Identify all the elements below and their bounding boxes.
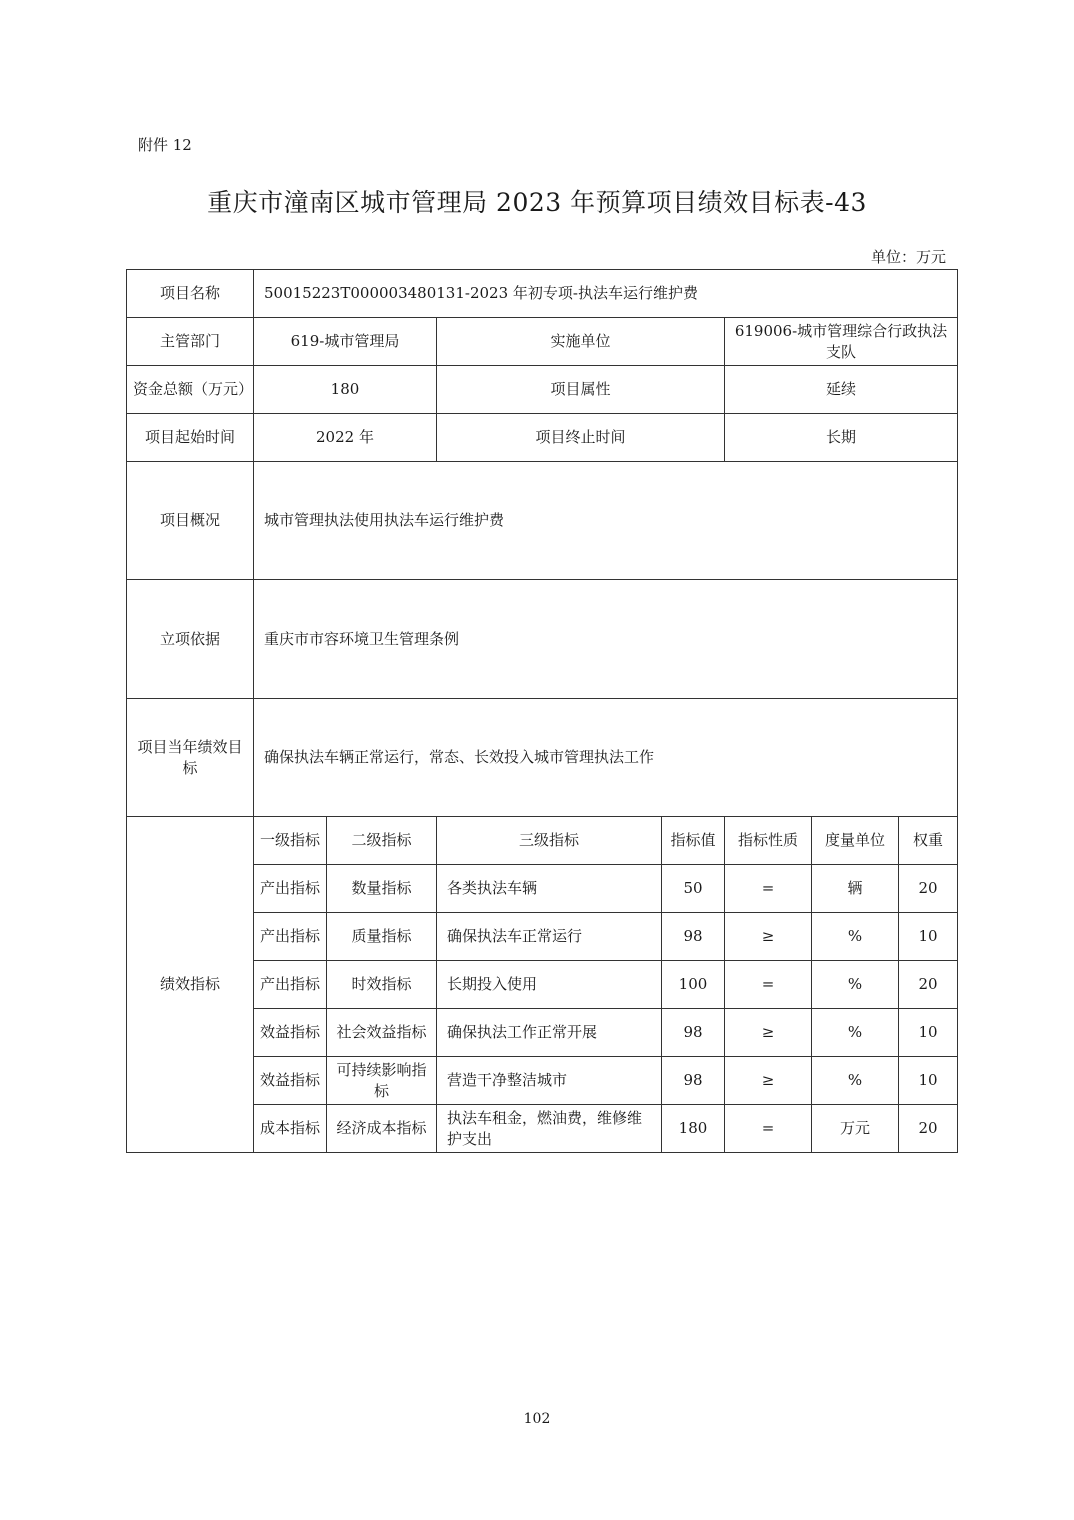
basis-value: 重庆市市容环境卫生管理条例 — [254, 580, 958, 699]
indicator-unit: 辆 — [812, 865, 899, 913]
indicator-weight: 20 — [899, 1105, 958, 1153]
indicator-unit: 万元 — [812, 1105, 899, 1153]
fund-row — [127, 366, 958, 414]
indicator-value: 98 — [662, 1057, 725, 1105]
department-label: 主管部门 — [127, 318, 254, 366]
project-attribute-value: 延续 — [725, 366, 958, 414]
indicator-level1: 产出指标 — [254, 865, 327, 913]
indicator-level2: 质量指标 — [327, 913, 437, 961]
performance-target-table — [126, 269, 958, 1153]
indicator-level2: 经济成本指标 — [327, 1105, 437, 1153]
start-time-value: 2022 年 — [254, 414, 437, 462]
project-name-label: 项目名称 — [127, 270, 254, 318]
indicator-unit: % — [812, 913, 899, 961]
implementing-unit-value: 619006-城市管理综合行政执法支队 — [725, 318, 958, 366]
indicator-level3: 确保执法工作正常开展 — [437, 1009, 662, 1057]
start-time-label: 项目起始时间 — [127, 414, 254, 462]
end-time-value: 长期 — [725, 414, 958, 462]
indicator-weight: 10 — [899, 1009, 958, 1057]
document-title: 重庆市潼南区城市管理局 2023 年预算项目绩效目标表-43 — [207, 188, 867, 217]
indicator-value: 98 — [662, 1009, 725, 1057]
goal-row — [127, 699, 958, 817]
project-name-value: 50015223T000003480131-2023 年初专项-执法车运行维护费 — [254, 270, 958, 318]
basis-label: 立项依据 — [127, 580, 254, 699]
indicator-nature: ≥ — [725, 1057, 812, 1105]
period-row — [127, 414, 958, 462]
indicator-value: 180 — [662, 1105, 725, 1153]
indicator-level1: 产出指标 — [254, 913, 327, 961]
overview-value: 城市管理执法使用执法车运行维护费 — [254, 462, 958, 580]
indicator-level2: 可持续影响指标 — [327, 1057, 437, 1105]
indicator-level3: 执法车租金，燃油费，维修维护支出 — [437, 1105, 662, 1153]
indicator-level3: 营造干净整洁城市 — [437, 1057, 662, 1105]
header-unit: 度量单位 — [812, 817, 899, 865]
indicator-level2: 时效指标 — [327, 961, 437, 1009]
indicator-nature: = — [725, 865, 812, 913]
end-time-label: 项目终止时间 — [437, 414, 725, 462]
overview-label: 项目概况 — [127, 462, 254, 580]
indicator-level2: 数量指标 — [327, 865, 437, 913]
unit-label: 单位：万元 — [870, 248, 946, 266]
header-nature: 指标性质 — [725, 817, 812, 865]
indicator-unit: % — [812, 1009, 899, 1057]
indicator-unit: % — [812, 1057, 899, 1105]
page-number: 102 — [523, 1411, 551, 1427]
indicator-level3: 长期投入使用 — [437, 961, 662, 1009]
department-value: 619-城市管理局 — [254, 318, 437, 366]
indicator-value: 100 — [662, 961, 725, 1009]
indicator-nature: ≥ — [725, 913, 812, 961]
indicator-nature: = — [725, 961, 812, 1009]
indicator-level1: 成本指标 — [254, 1105, 327, 1153]
indicator-weight: 10 — [899, 1057, 958, 1105]
indicator-unit: % — [812, 961, 899, 1009]
goal-value: 确保执法车辆正常运行，常态、长效投入城市管理执法工作 — [254, 699, 958, 817]
department-row — [127, 318, 958, 366]
indicator-level1: 产出指标 — [254, 961, 327, 1009]
indicator-level1: 效益指标 — [254, 1057, 327, 1105]
indicator-weight: 20 — [899, 865, 958, 913]
project-attribute-label: 项目属性 — [437, 366, 725, 414]
implementing-unit-label: 实施单位 — [437, 318, 725, 366]
indicator-level3: 确保执法车正常运行 — [437, 913, 662, 961]
attachment-label: 附件 12 — [138, 136, 192, 154]
indicator-nature: ≥ — [725, 1009, 812, 1057]
project-name-row — [127, 270, 958, 318]
goal-label: 项目当年绩效目标 — [127, 699, 254, 817]
indicator-level3: 各类执法车辆 — [437, 865, 662, 913]
indicators-section-label: 绩效指标 — [127, 817, 254, 1153]
indicator-level1: 效益指标 — [254, 1009, 327, 1057]
header-level2: 二级指标 — [327, 817, 437, 865]
header-value: 指标值 — [662, 817, 725, 865]
header-level1: 一级指标 — [254, 817, 327, 865]
fund-total-value: 180 — [254, 366, 437, 414]
indicator-weight: 20 — [899, 961, 958, 1009]
fund-total-label: 资金总额（万元） — [127, 366, 254, 414]
indicator-value: 50 — [662, 865, 725, 913]
indicator-header-row — [127, 817, 958, 865]
indicator-weight: 10 — [899, 913, 958, 961]
overview-row — [127, 462, 958, 580]
basis-row — [127, 580, 958, 699]
indicator-value: 98 — [662, 913, 725, 961]
header-weight: 权重 — [899, 817, 958, 865]
indicator-level2: 社会效益指标 — [327, 1009, 437, 1057]
indicator-nature: = — [725, 1105, 812, 1153]
header-level3: 三级指标 — [437, 817, 662, 865]
